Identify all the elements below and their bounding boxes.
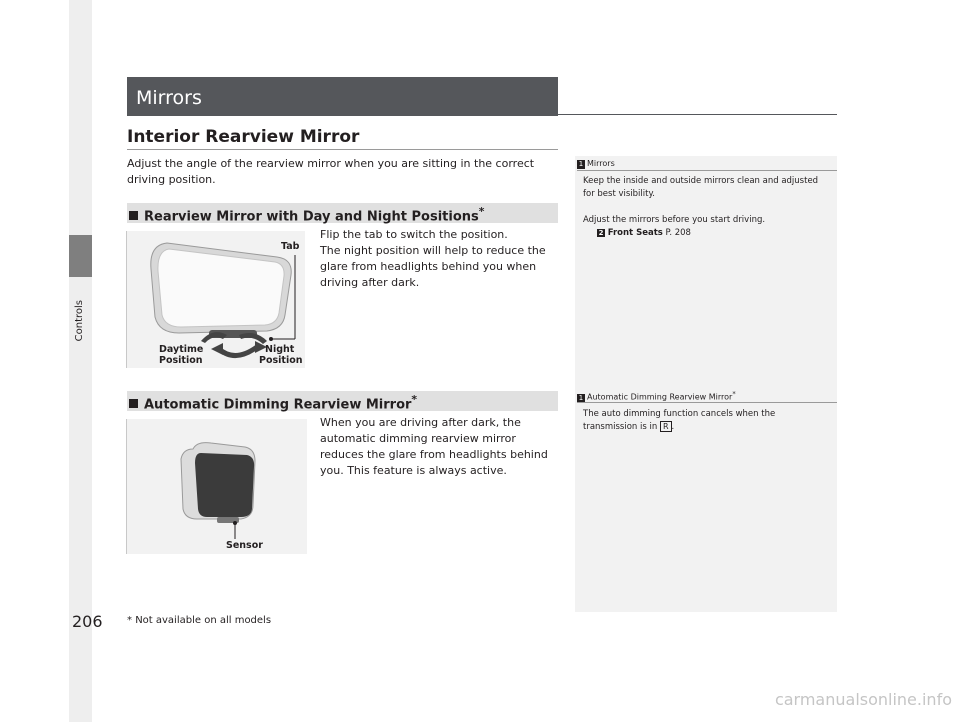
note2-title	[577, 390, 736, 403]
footnote-marker: *	[411, 393, 418, 406]
subsection-title-auto-dimming	[129, 393, 417, 412]
footnote-marker: *	[732, 390, 736, 398]
subsection-title-day-night	[129, 205, 484, 224]
note-number-icon: 1	[578, 393, 584, 402]
sidebar-active-tab	[69, 235, 92, 277]
subsection1-body-rest: The night position will help to reduce the glare from headlights behind you when driving after dark.	[320, 244, 546, 289]
section-rule	[127, 149, 558, 150]
label-daytime: Daytime	[159, 344, 204, 355]
auto-dimming-mirror-figure	[126, 419, 307, 554]
gear-r-icon: R	[660, 421, 672, 432]
note1-title	[577, 159, 615, 169]
subsection1-body	[320, 227, 558, 291]
title-rule	[558, 114, 837, 115]
footnote	[127, 615, 271, 626]
note2-text: The auto dimming function cancels when the transmission is in	[583, 409, 776, 432]
section-intro: Adjust the angle of the rearview mirror when you are sitting in the correct driving position.	[127, 157, 535, 186]
label-tab: Tab	[281, 241, 300, 252]
note2-title-text: Automatic Dimming Rearview Mirror	[587, 392, 733, 402]
reference-label[interactable]: Front Seats	[607, 228, 663, 238]
label-night: Night	[265, 344, 295, 355]
note2-body	[583, 408, 813, 434]
page-number: 206	[72, 612, 103, 631]
note1-text1: Keep the inside and outside mirrors clean and adjusted for best visibility.	[583, 176, 819, 199]
label-daytime-position: Position	[159, 355, 203, 366]
note1-title-text: Mirrors	[587, 159, 615, 168]
label-sensor: Sensor	[226, 540, 263, 551]
note1-text2: Adjust the mirrors before you start driving.	[583, 215, 766, 225]
subsection2-body: When you are driving after dark, the automatic dimming rearview mirror reduces the glare from headlights behind you. This feature is always active.	[320, 416, 548, 477]
note1-rule	[577, 170, 837, 171]
watermark: carmanualsonline.info	[774, 690, 952, 709]
note2-rule	[577, 402, 837, 403]
section-tab-label: Controls	[74, 300, 85, 342]
page-title: Mirrors	[136, 87, 202, 109]
note-number-icon: 1	[578, 160, 584, 168]
subsection-title-text: Rearview Mirror with Day and Night Positions	[144, 209, 479, 225]
section-title: Interior Rearview Mirror	[127, 127, 360, 147]
note2-period: .	[671, 422, 675, 432]
label-night-position: Position	[259, 355, 303, 366]
subsection-title-text: Automatic Dimming Rearview Mirror	[144, 397, 412, 413]
square-bullet-icon	[129, 211, 138, 220]
day-night-mirror-figure	[126, 231, 305, 368]
note1-reference[interactable]	[583, 227, 823, 240]
auto-dimming-mirror-illustration	[127, 419, 307, 554]
square-bullet-icon	[129, 399, 138, 408]
footnote-marker: *	[478, 205, 485, 218]
footnote-star: *	[127, 615, 132, 626]
reference-page: P. 208	[665, 228, 691, 238]
subsection1-body-line1: Flip the tab to switch the position.	[320, 228, 508, 241]
reference-arrow-icon: 2	[598, 229, 604, 237]
note1-body	[583, 175, 823, 240]
footnote-text: Not available on all models	[135, 615, 272, 626]
